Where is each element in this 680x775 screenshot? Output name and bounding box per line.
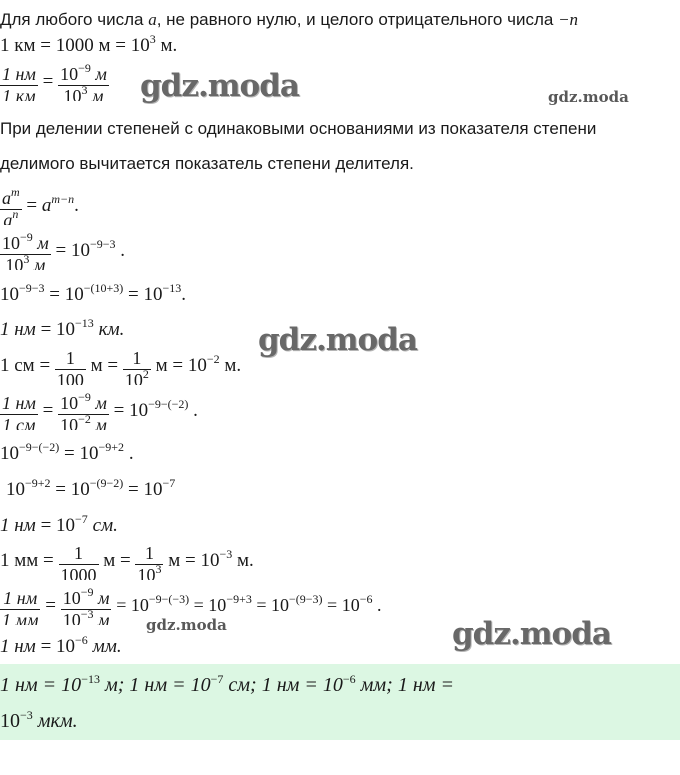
rule-line-1: При делении степеней с одинаковыми основаниями из показателя степени <box>0 119 597 138</box>
equation-3: $10^{-9-(-2)} = 10^{-9+2}$ . <box>0 440 134 464</box>
watermark-logo: gdz.moda <box>140 68 299 104</box>
rule-line-2: делимого вычитается показатель степени делителя. <box>0 154 414 173</box>
intro-line: Для любого числа a, не равного нулю, и целого отрицательного числа −n <box>0 10 579 29</box>
var-a: a <box>148 10 157 29</box>
equation-1: $\frac{10^{-9} м}{10^3 м}$ = $10^{-9-3}$ . <box>2 230 126 270</box>
division-formula: $\frac{a^m}{a^n}$ = $a^{m-n}$. <box>2 185 79 225</box>
ratio-km-line: $\frac{1 нм}{1 км}$ = $\frac{10^{-9} м}{10^3 м}$ <box>2 61 107 101</box>
answer-line-2: $10^{-3}$ мкм. <box>0 708 78 732</box>
watermark-logo: gdz.moda <box>258 322 417 358</box>
var-neg-n: −n <box>558 10 579 29</box>
watermark-logo: gdz.moda <box>548 88 629 106</box>
ratio-mm-line: $\frac{1 нм}{1 мм}$ = $\frac{10^{-9} м}{10^{-3} м}$ = $10^{-9-(-3)} = 10^{-9+3} = 10^{-(9-3)} = 10^{-6}$ . <box>2 585 382 625</box>
ratio-cm-line: $\frac{1 нм}{1 см}$ = $\frac{10^{-9} м}{10^{-2} м}$ = $10^{-9-(-2)}$ . <box>2 390 198 430</box>
result-mm: 1 нм = $10^{-6}$ мм. <box>0 633 122 657</box>
equation-4: $10^{-9+2} = 10^{-(9-2)} = 10^{-7}$ <box>6 476 176 500</box>
result-km: 1 нм = $10^{-13}$ км. <box>0 316 125 340</box>
watermark-logo: gdz.moda <box>452 616 611 652</box>
fraction-nm-km: $\frac{1 нм}{1 км}$ <box>2 64 36 101</box>
mm-conversion: 1 мм = $\frac{1}{1000}$ м = $\frac{1}{10^3}$ $м = 10^{-3}$ м. <box>0 543 254 580</box>
km-line: 1 км = 1000 $м = 10^3$ м. <box>0 32 178 56</box>
answer-line-1: 1 нм = $10^{-13}$ м; 1 нм = $10^{-7}$ см; 1 нм = $10^{-6}$ мм; 1 нм = <box>0 672 455 696</box>
cm-conversion: 1 см = $\frac{1}{100}$ м = $\frac{1}{10^2}$ $м = 10^{-2}$ м. <box>0 348 242 385</box>
equation-2: $10^{-9-3} = 10^{-(10+3)} = 10^{-13}$. <box>0 281 187 305</box>
watermark-logo: gdz.moda <box>146 616 227 634</box>
fraction-powers-km: $\frac{10^{-9} м}{10^3 м}$ <box>60 61 107 101</box>
result-cm: 1 нм = $10^{-7}$ см. <box>0 512 118 536</box>
